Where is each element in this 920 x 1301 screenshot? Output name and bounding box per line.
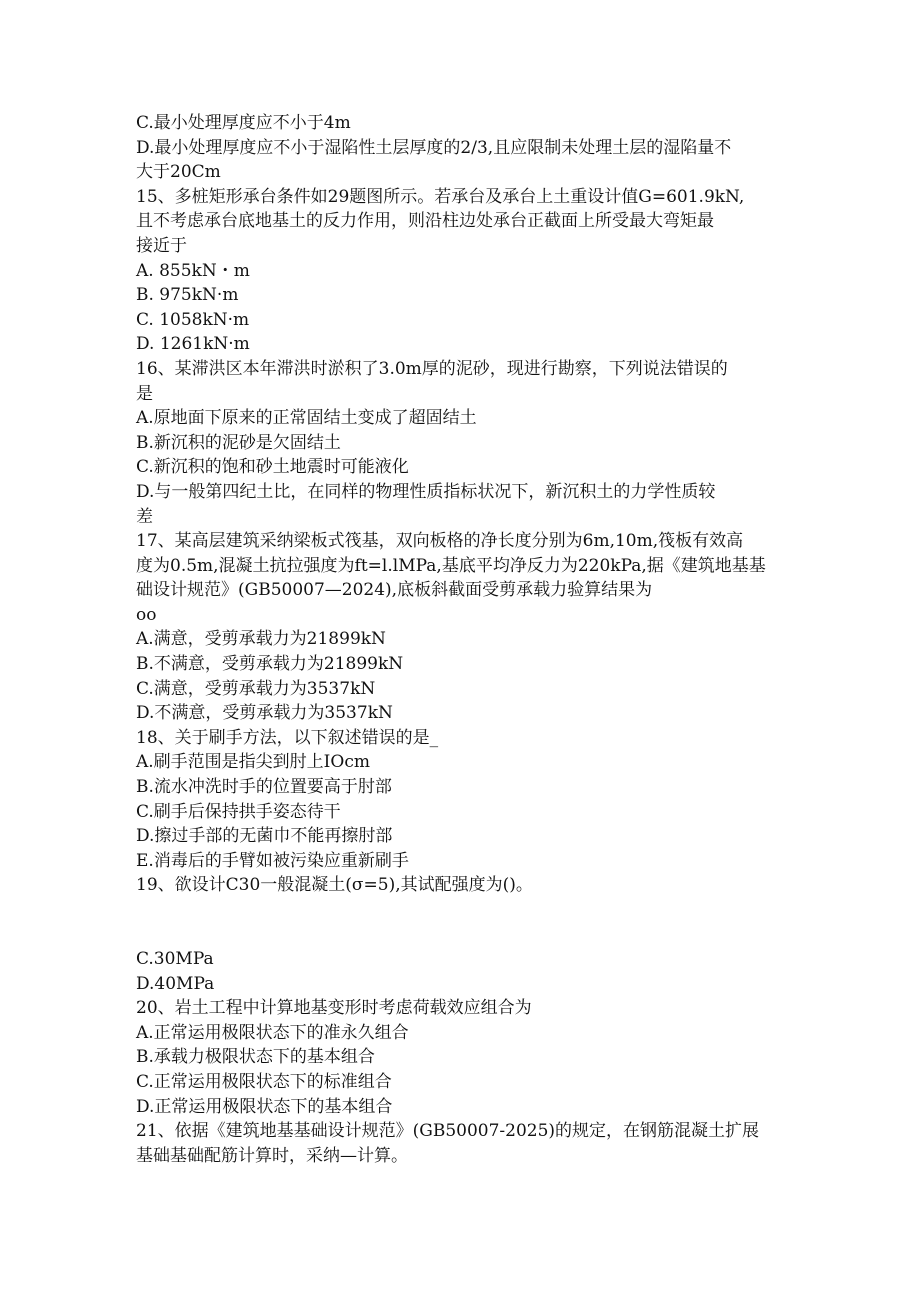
question-21-text-end: 基础基础配筋计算时，采纳—计算。 <box>136 1145 408 1166</box>
question-17-text-cont-2: 础设计规范》(GB50007—2024),底板斜截面受剪承载力验算结果为 <box>136 580 653 601</box>
question-17-option-a: A.满意，受剪承载力为21899kN <box>136 629 386 650</box>
question-20-text: 20、岩土工程中计算地基变形时考虑荷载效应组合为 <box>136 998 532 1019</box>
question-16-text: 16、某滞洪区本年滞洪时淤积了3.0m厚的泥砂，现进行勘察，下列说法错误的 <box>136 358 728 379</box>
question-20-option-c: C.正常运用极限状态下的标准组合 <box>136 1071 392 1092</box>
question-16-text-end: 是 <box>136 383 153 404</box>
question-15-option-a: A. 855kN・m <box>136 260 250 281</box>
question-16-option-d-end: 差 <box>136 506 153 527</box>
question-15-text-end: 接近于 <box>136 235 187 256</box>
question-17-option-b: B.不满意，受剪承载力为21899kN <box>136 654 404 675</box>
question-15-text-cont: 且不考虑承台底地基土的反力作用，则沿柱边处承台正截面上所受最大弯矩最 <box>136 211 714 232</box>
question-16-option-d: D.与一般第四纪土比，在同样的物理性质指标状况下，新沉积土的力学性质较 <box>136 481 716 502</box>
document-body <box>136 111 786 1168</box>
question-18-option-c: C.刷手后保持拱手姿态待干 <box>136 801 341 822</box>
question-16-option-a: A.原地面下原来的正常固结土变成了超固结土 <box>136 408 477 429</box>
blank-gap <box>136 898 786 947</box>
question-20-option-b: B.承载力极限状态下的基本组合 <box>136 1047 375 1068</box>
option-d-line-cont: 大于20Cm <box>136 162 221 183</box>
question-18-text: 18、关于刷手方法，以下叙述错误的是_ <box>136 727 439 748</box>
question-15-option-b: B. 975kN·m <box>136 285 239 306</box>
question-21-text: 21、依据《建筑地基基础设计规范》(GB50007-2025)的规定，在钢筋混凝土扩展 <box>136 1121 760 1142</box>
option-c-line: C.最小处理厚度应不小于4m <box>136 113 351 133</box>
question-19-option-d: D.40MPa <box>136 973 215 994</box>
question-17-option-c: C.满意，受剪承载力为3537kN <box>136 678 376 699</box>
question-17-option-d: D.不满意，受剪承载力为3537kN <box>136 703 393 724</box>
question-15-text: 15、多桩矩形承台条件如29题图所示。若承台及承台上土重设计值G=601.9kN, <box>136 186 745 207</box>
question-18-option-a: A.刷手范围是指尖到肘上IOcm <box>136 752 370 773</box>
question-18-option-d: D.擦过手部的无菌巾不能再擦肘部 <box>136 826 393 847</box>
question-17-text-cont: 度为0.5m,混凝土抗拉强度为ft=l.lMPa,基底平均净反力为220kPa,据《建筑地基基 <box>136 555 766 576</box>
question-16-option-b: B.新沉积的泥砂是欠固结土 <box>136 432 341 453</box>
question-17-text: 17、某高层建筑采纳梁板式筏基，双向板格的净长度分别为6m,10m,筏板有效高 <box>136 531 744 552</box>
question-15-option-d: D. 1261kN·m <box>136 334 250 355</box>
question-18-option-e: E.消毒后的手臂如被污染应重新刷手 <box>136 850 409 871</box>
question-20-option-a: A.正常运用极限状态下的准永久组合 <box>136 1022 409 1043</box>
question-16-option-c: C.新沉积的饱和砂土地震时可能液化 <box>136 457 409 478</box>
question-15-option-c: C. 1058kN·m <box>136 309 250 330</box>
question-20-option-d: D.正常运用极限状态下的基本组合 <box>136 1096 393 1117</box>
question-19-option-c: C.30MPa <box>136 949 214 969</box>
question-19-text: 19、欲设计C30一般混凝土(σ=5),其试配强度为()。 <box>136 875 533 896</box>
option-d-line: D.最小处理厚度应不小于湿陷性土层厚度的2/3,且应限制未处理土层的湿陷量不 <box>136 137 732 158</box>
question-18-option-b: B.流水冲洗时手的位置要高于肘部 <box>136 777 392 798</box>
question-17-text-end: oo <box>136 604 157 625</box>
